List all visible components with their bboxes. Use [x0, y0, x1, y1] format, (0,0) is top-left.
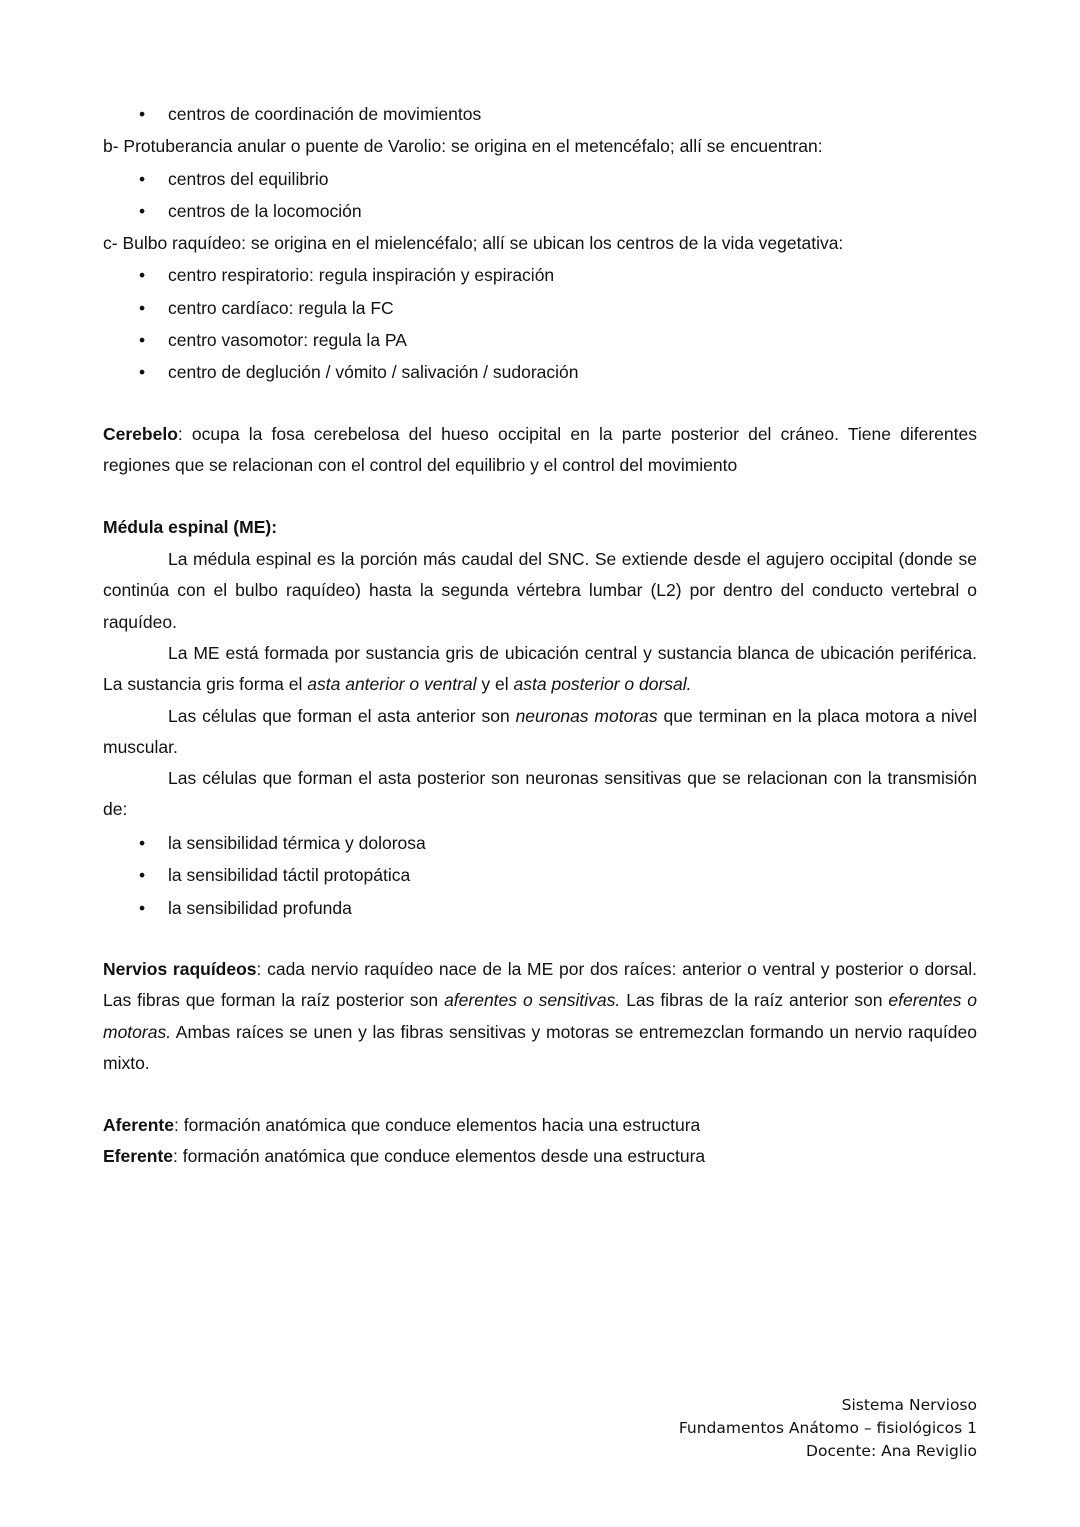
medula-p3	[103, 701, 977, 764]
text: eferentes o motoras.	[103, 990, 977, 1042]
footer-teacher: Docente: Ana Reviglio	[806, 1442, 977, 1460]
sensibilidad-list	[103, 827, 977, 924]
text: aferentes o sensitivas.	[444, 990, 621, 1011]
list-item: • centro cardíaco: regula la FC	[103, 292, 977, 324]
term: Cerebelo	[103, 424, 178, 444]
brainstem-list	[103, 98, 977, 389]
protuberancia-line: b- Protuberancia anular o puente de Varolio: se origina en el metencéfalo; allí se encuentran:	[103, 136, 823, 157]
list-item: • centro vasomotor: regula la PA	[103, 324, 977, 356]
text: asta posterior o dorsal.	[513, 674, 692, 695]
text: : ocupa la fosa cerebelosa del hueso occipital en la parte posterior del cráneo. Tiene diferentes regiones que se relacionan con el control del equilibrio y el control del movimiento	[103, 424, 977, 476]
text: : formación anatómica que conduce elementos hacia una estructura	[174, 1115, 701, 1135]
list-item: • centros de coordinación de movimientos	[103, 98, 977, 130]
text: y el	[476, 674, 514, 695]
footer-title: Sistema Nervioso	[841, 1396, 977, 1414]
cerebelo-paragraph	[103, 419, 977, 482]
list-item: • centros del equilibrio	[103, 163, 977, 195]
term: Eferente	[103, 1146, 174, 1167]
heading: Médula espinal (ME):	[103, 517, 278, 537]
medula-p4: Las células que forman el asta posterior son neuronas sensitivas que se relacionan con la transmisión de:	[103, 768, 977, 820]
text: Las células que forman el asta anterior son	[168, 706, 516, 726]
text: Ambas raíces se unen y las fibras sensitivas y motoras se entremezclan formando un nervio raquídeo mixto.	[103, 1021, 977, 1074]
list-item: • centro respiratorio: regula inspiración y espiración	[103, 259, 977, 291]
text: asta anterior o ventral	[307, 674, 477, 695]
list-item: • centros de la locomoción	[103, 195, 977, 227]
nervios-paragraph	[103, 954, 977, 1080]
footer-course: Fundamentos Anátomo – fisiológicos 1	[678, 1419, 977, 1437]
text: neuronas motoras	[515, 706, 658, 726]
definitions	[103, 1110, 977, 1173]
term: Nervios raquídeos	[103, 959, 257, 979]
list-item: • centro de deglución / vómito / salivación / sudoración	[103, 356, 977, 388]
text: La ME está formada por sustancia gris de ubicación central y sustancia blanca de ubicación periférica. La sustancia gris forma el	[103, 643, 977, 695]
term: Aferente	[103, 1115, 174, 1135]
text: que terminan en la placa motora a nivel muscular.	[103, 706, 977, 758]
text: : cada nervio raquídeo nace de la ME por dos raíces: anterior o ventral y posterior o dorsal. Las fibras que forman la raíz posterior son	[103, 959, 977, 1011]
bulbo-line: c- Bulbo raquídeo: se origina en el mielencéfalo; allí se ubican los centros de la vida vegetativa:	[103, 233, 844, 254]
page-footer	[679, 1394, 977, 1463]
definition-eferente	[103, 1141, 977, 1172]
medula-p2	[103, 638, 977, 701]
list-item: • la sensibilidad profunda	[103, 892, 977, 924]
medula-p1: La médula espinal es la porción más caudal del SNC. Se extiende desde el agujero occipital (donde se continúa con el bulbo raquídeo) hasta la segunda vértebra lumbar (L2) por dentro del conducto vertebral o raquídeo.	[103, 549, 977, 632]
list-item: • la sensibilidad térmica y dolorosa	[103, 827, 977, 859]
list-item: • la sensibilidad táctil protopática	[103, 859, 977, 891]
text: Las fibras de la raíz anterior son	[620, 990, 889, 1011]
definition-aferente	[103, 1110, 977, 1141]
text: : formación anatómica que conduce elementos desde una estructura	[173, 1146, 706, 1167]
medula-heading	[103, 512, 977, 543]
